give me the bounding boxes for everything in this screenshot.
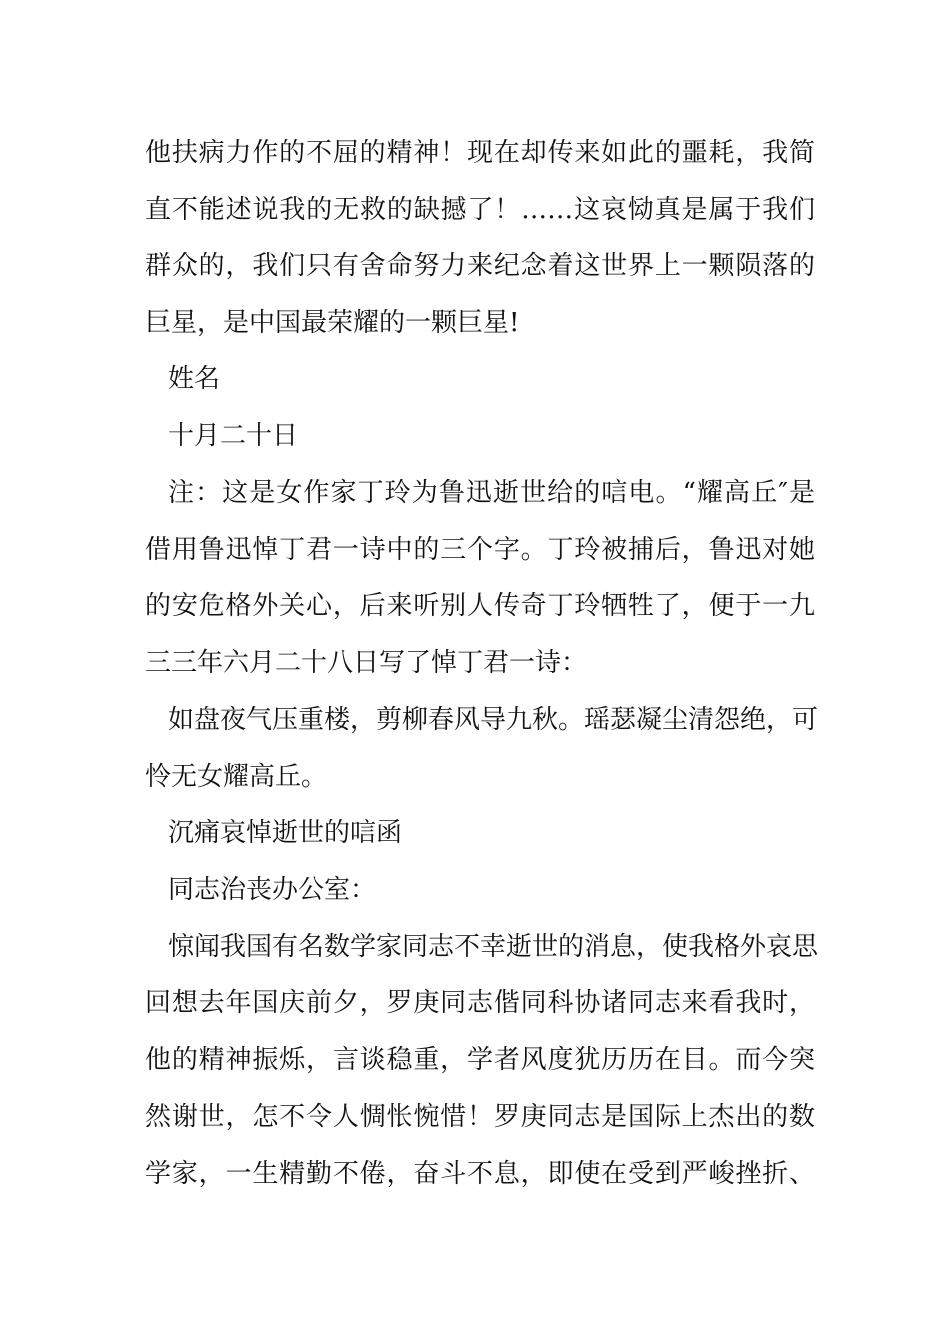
- letter-body-line: 然谢世，怎不令人惆怅惋惜！罗庚同志是国际上杰出的数: [145, 1102, 815, 1132]
- signature-date: 十月二十日: [168, 421, 299, 451]
- letter-body-line: 惊闻我国有名数学家同志不幸逝世的消息，使我格外哀思: [168, 932, 819, 962]
- poem-line: 如盘夜气压重楼，剪柳春风导九秋。瑶瑟凝尘清怨绝，可: [168, 705, 819, 735]
- note-line: 借用鲁迅悼丁君一诗中的三个字。丁玲被捕后，鲁迅对她: [145, 535, 815, 565]
- body-line: 群众的，我们只有舍命努力来纪念着这世界上一颗陨落的: [145, 251, 815, 281]
- letter-body-line: 他的精神振烁，言谈稳重，学者风度犹历历在目。而今突: [145, 1045, 815, 1075]
- letter-salutation: 同志治丧办公室：: [168, 875, 377, 905]
- poem-line: 怜无女耀高丘。: [145, 762, 328, 792]
- body-line: 巨星，是中国最荣耀的一颗巨星!: [145, 308, 520, 338]
- letter-title: 沉痛哀悼逝世的唁函: [168, 818, 403, 848]
- body-line: 直不能述说我的无救的缺撼了！……这哀恸真是属于我们: [145, 195, 815, 225]
- note-line: 注：这是女作家丁玲为鲁迅逝世给的唁电。“耀高丘″是: [168, 478, 815, 508]
- signature-name: 姓名: [168, 364, 221, 394]
- letter-body-line: 回想去年国庆前夕，罗庚同志偕同科协诸同志来看我时，: [145, 988, 815, 1018]
- note-line: 三三年六月二十八日写了悼丁君一诗：: [145, 648, 588, 678]
- body-line: 他扶病力作的不屈的精神！现在却传来如此的噩耗，我简: [145, 138, 815, 168]
- letter-body-line: 学家，一生精勤不倦，奋斗不息，即使在受到严峻挫折、: [145, 1159, 815, 1189]
- note-line: 的安危格外关心，后来听别人传奇丁玲牺牲了，便于一九: [145, 591, 815, 621]
